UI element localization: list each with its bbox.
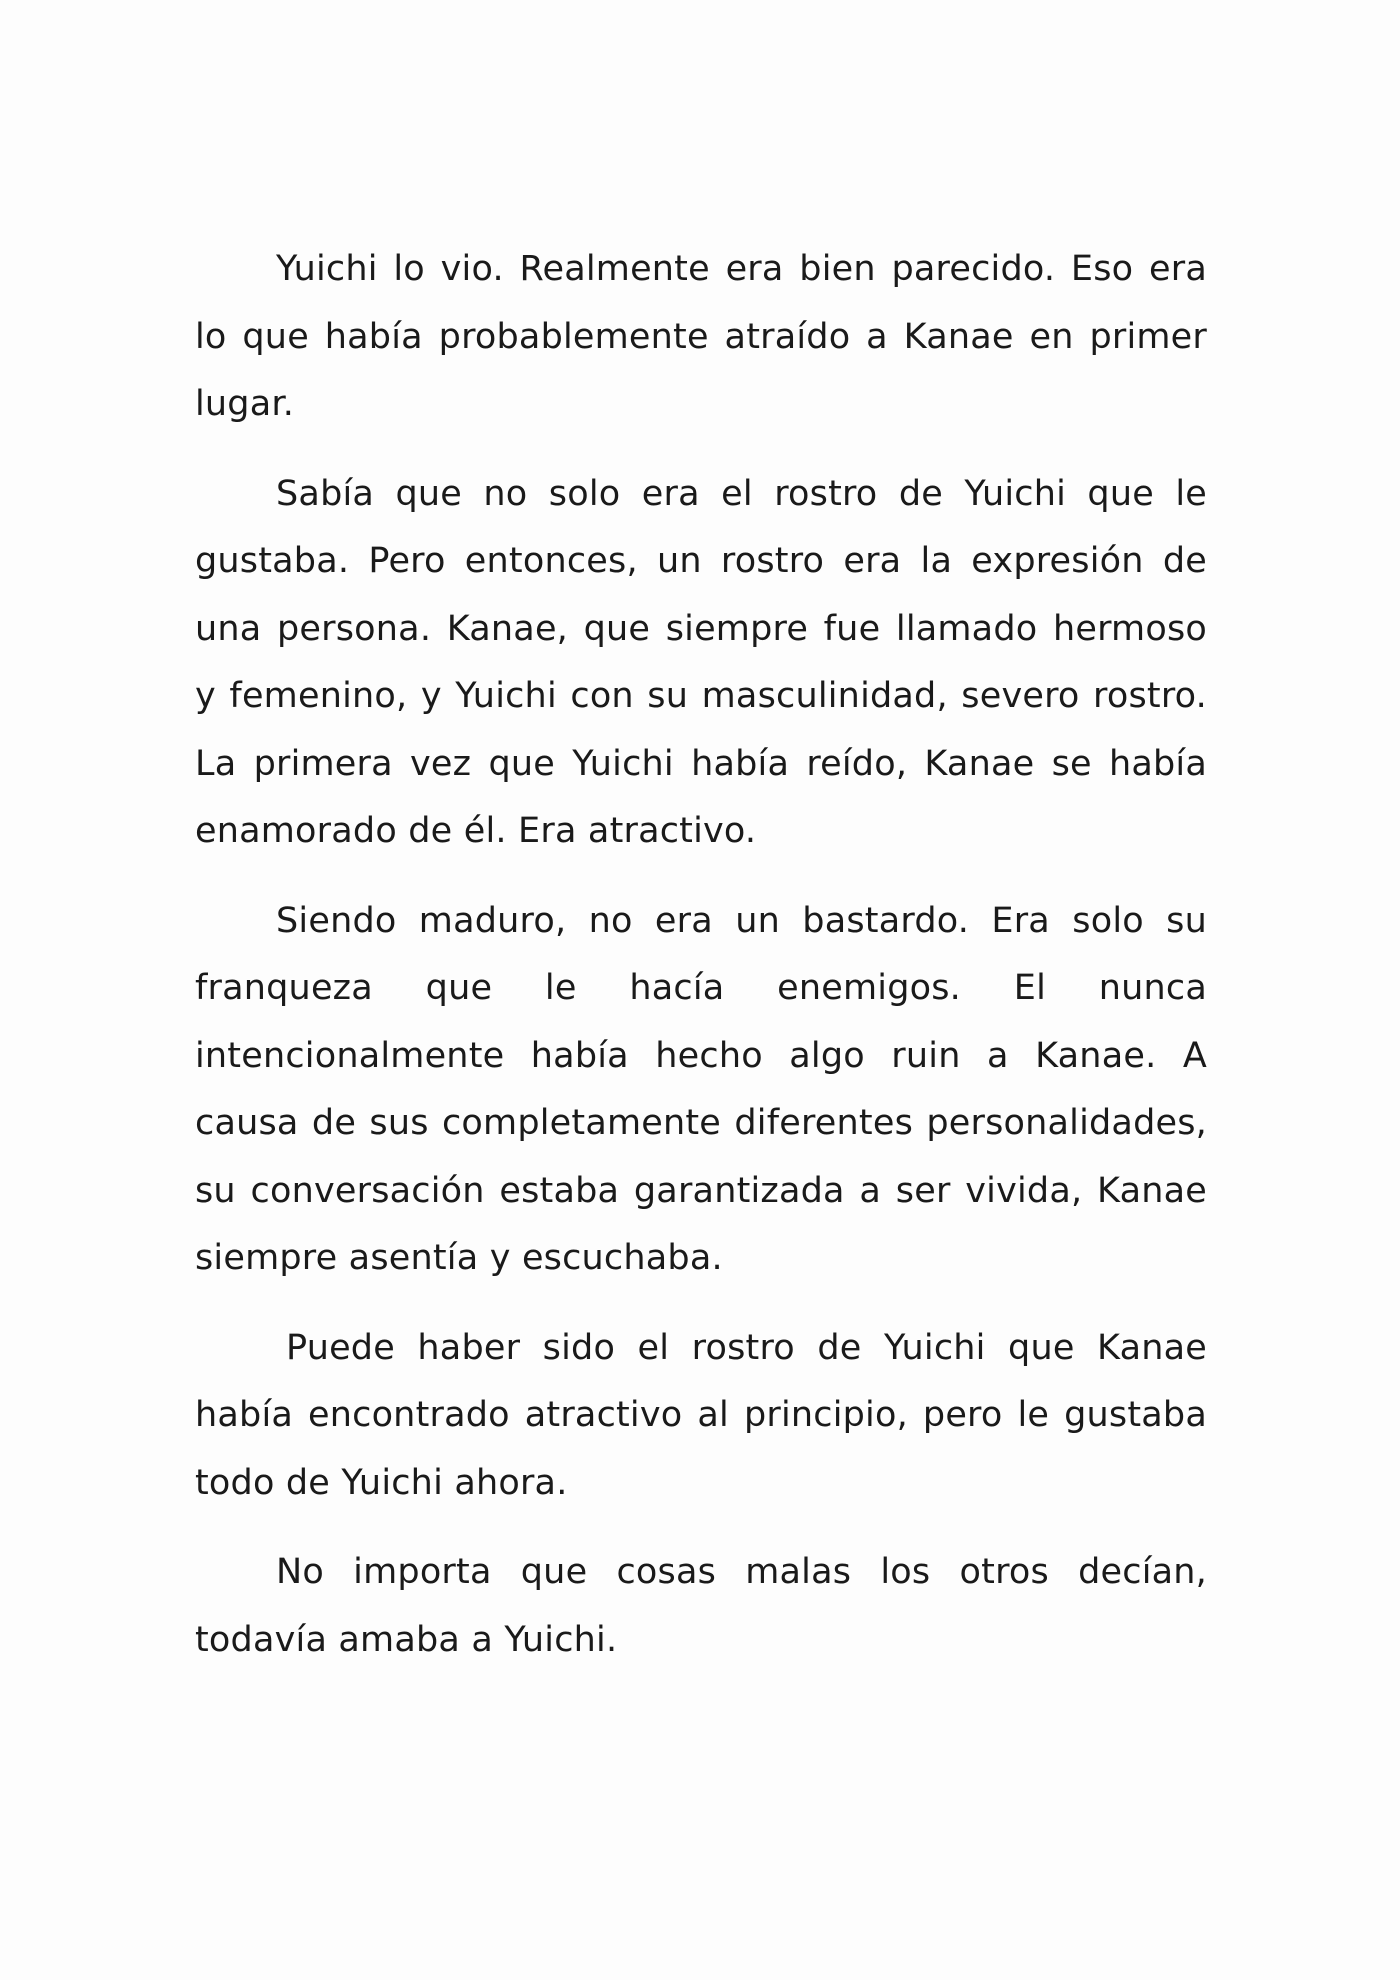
paragraph-5: No importa que cosas malas los otros decían, todavía amaba a Yuichi. bbox=[195, 1552, 1207, 1660]
paragraph-1: Yuichi lo vio. Realmente era bien parecido. Eso era lo que había probablemente atraído a Kanae en primer lugar. bbox=[195, 249, 1207, 424]
document-body bbox=[195, 236, 1207, 1696]
paragraph-3: Siendo maduro, no era un bastardo. Era solo su franqueza que le hacía enemigos. El nunca intencionalmente había hecho algo ruin a Kanae. A causa de sus completamente diferentes personalidades, su conversación estaba garantizada a ser vivida, Kanae siempre asentía y escuchaba. bbox=[195, 900, 1207, 1278]
paragraph-4: Puede haber sido el rostro de Yuichi que Kanae había encontrado atractivo al principio, pero le gustaba todo de Yuichi ahora. bbox=[195, 1327, 1207, 1503]
paragraph-2: Sabía que no solo era el rostro de Yuichi que le gustaba. Pero entonces, un rostro era la expresión de una persona. Kanae, que siempre fue llamado hermoso y femenino, y Yuichi con su masculinidad, severo rostro. La primera vez que Yuichi había reído, Kanae se había enamorado de él. Era atractivo. bbox=[195, 473, 1207, 851]
